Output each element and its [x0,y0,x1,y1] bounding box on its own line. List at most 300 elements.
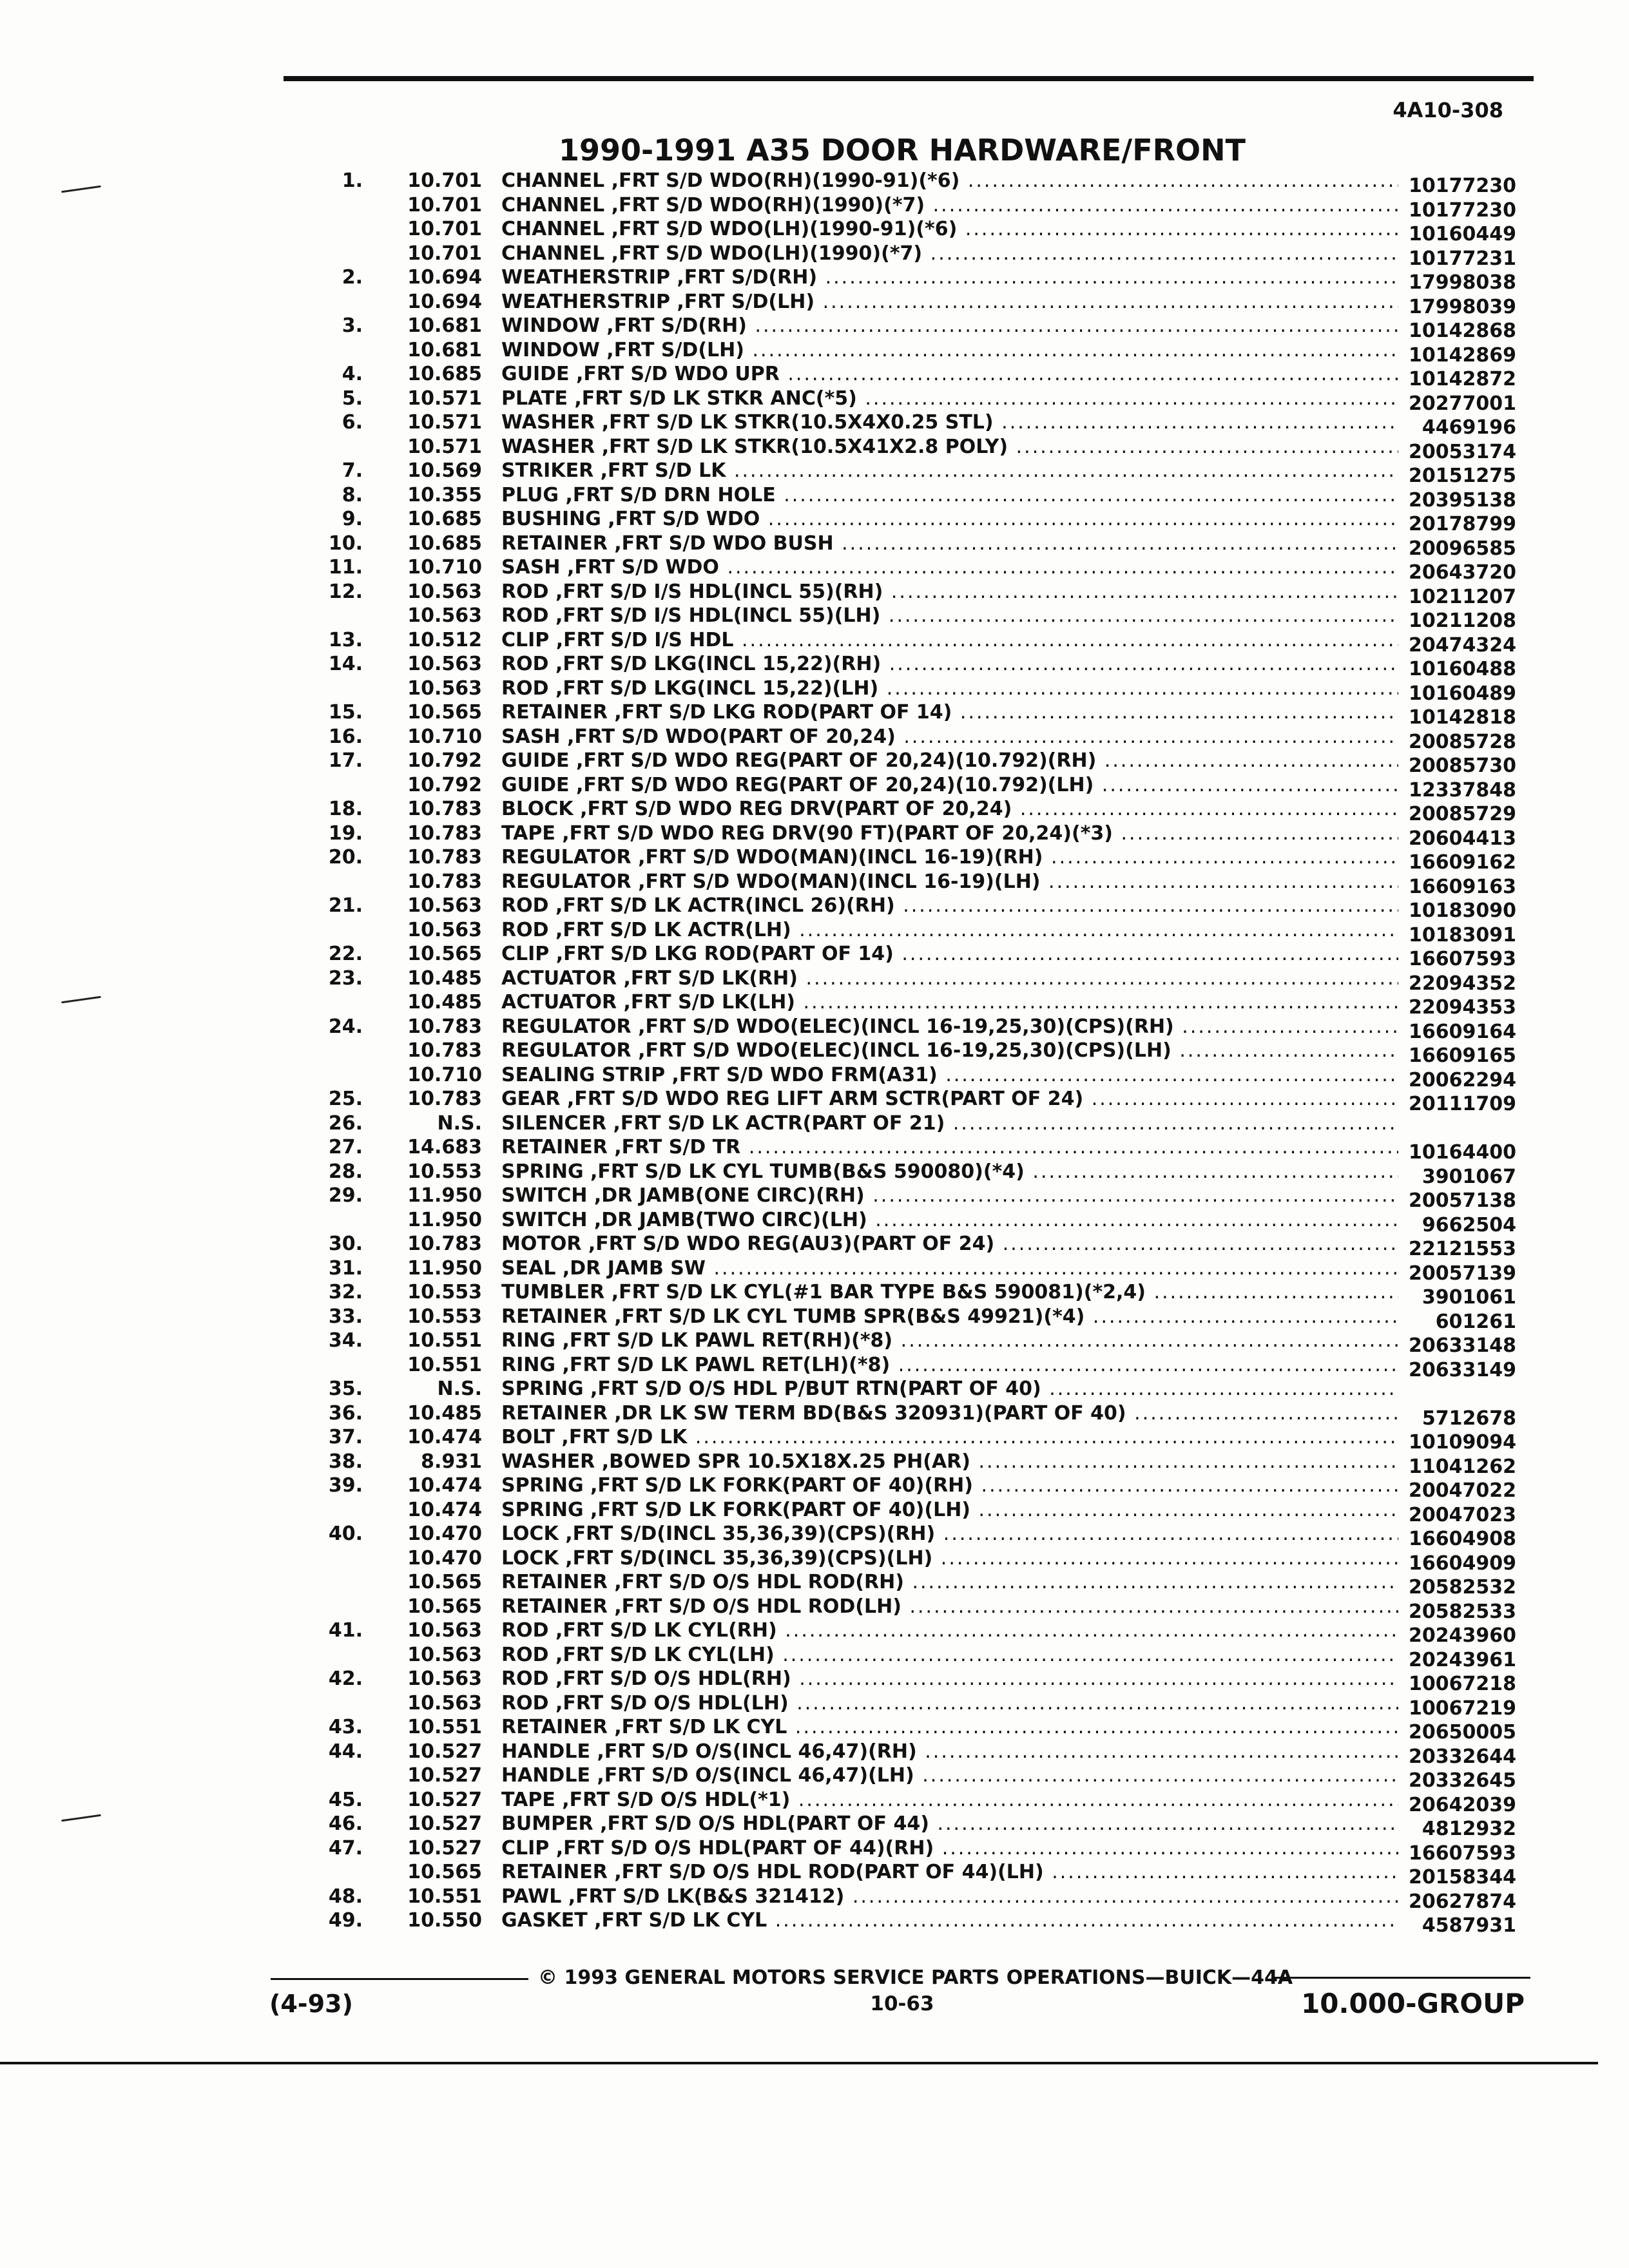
part-row [0,894,1629,922]
part-description: CLIP ,FRT S/D LKG ROD(PART OF 14) ..... [501,942,1398,966]
part-row [0,169,1629,197]
item-number: 19. [328,822,363,845]
part-row [0,507,1629,535]
reference-number: 10.681 [407,314,482,337]
part-description: WINDOW ,FRT S/D(RH) ..... [501,314,1398,338]
part-row [0,1691,1629,1720]
part-description: SWITCH ,DR JAMB(TWO CIRC)(LH) ..... [501,1208,1398,1233]
group-label: 10.000-GROUP [1301,1988,1525,2019]
reference-number: 10.474 [407,1474,482,1497]
item-number: 40. [328,1523,363,1545]
reference-number: 10.551 [407,1329,482,1352]
part-number: 20582533 [1409,1600,1516,1623]
part-row [0,1160,1629,1188]
part-number: 20633148 [1409,1334,1516,1357]
part-number: 20643720 [1409,561,1516,584]
part-number: 20096585 [1409,537,1516,560]
part-description: RETAINER ,FRT S/D O/S HDL ROD(RH) ..... [501,1570,1398,1595]
part-number: 20047022 [1409,1479,1516,1502]
part-row [0,290,1629,318]
part-description: WEATHERSTRIP ,FRT S/D(LH) ..... [501,290,1398,314]
part-row [0,1763,1629,1792]
part-row [0,1135,1629,1164]
item-number: 15. [328,701,363,724]
part-number: 10211208 [1409,610,1516,632]
reference-number: 10.563 [407,1619,482,1642]
reference-number: 10.563 [407,677,482,700]
reference-number: 10.553 [407,1281,482,1303]
part-number: 4812932 [1422,1818,1516,1840]
reference-number: 11.950 [407,1256,482,1280]
item-number: 7. [342,459,363,482]
reference-number: 10.685 [407,363,482,385]
reference-number: 10.783 [407,1233,482,1255]
part-description: LOCK ,FRT S/D(INCL 35,36,39)(CPS)(LH) ..... [501,1546,1398,1571]
part-row [0,1908,1629,1937]
part-number: 20085728 [1409,730,1516,753]
item-number: 49. [328,1909,363,1932]
part-number: 9662504 [1422,1213,1516,1236]
part-row [0,1570,1629,1599]
part-number: 20633149 [1409,1358,1516,1381]
item-number: 9. [342,508,363,530]
part-number: 10067218 [1409,1673,1516,1695]
item-number: 26. [328,1111,363,1135]
part-description: ROD ,FRT S/D LK ACTR(INCL 26)(RH) ..... [501,894,1398,918]
part-description: ROD ,FRT S/D LK CYL(RH) ..... [501,1619,1398,1643]
reference-number: 10.527 [407,1740,482,1763]
reference-number: 10.565 [407,701,482,724]
reference-number: 10.563 [407,918,482,941]
part-row [0,193,1629,222]
reference-number: 10.527 [407,1788,482,1811]
part-row [0,628,1629,657]
part-row [0,918,1629,947]
reference-number: 10.710 [407,725,482,748]
part-description: GASKET ,FRT S/D LK CYL ..... [501,1908,1398,1933]
reference-number: 10.783 [407,846,482,869]
part-description: RETAINER ,FRT S/D O/S HDL ROD(LH) ..... [501,1595,1398,1619]
footer-date: (4-93) [269,1990,353,2018]
item-number: 4. [342,363,363,385]
reference-number: 10.783 [407,822,482,845]
part-description: RETAINER ,FRT S/D WDO BUSH ..... [501,532,1398,556]
part-row [0,1353,1629,1381]
part-row [0,1667,1629,1695]
part-number: 20057139 [1409,1262,1516,1285]
part-number: 20047023 [1409,1503,1516,1526]
page-number: 10-63 [870,1992,934,2015]
reference-number: 10.701 [407,193,482,216]
part-description: TAPE ,FRT S/D O/S HDL(*1) ..... [501,1788,1398,1812]
part-description: TUMBLER ,FRT S/D LK CYL(#1 BAR TYPE B&S 590081)(*2,4) ..... [501,1280,1398,1305]
item-number: 25. [328,1088,363,1110]
part-description: STRIKER ,FRT S/D LK ..... [501,459,1398,483]
reference-number: 10.355 [407,483,482,506]
item-number: 5. [342,387,363,410]
item-number: 38. [328,1450,363,1473]
part-number: 16609165 [1409,1044,1516,1067]
part-number: 10142869 [1409,343,1516,367]
part-description: SPRING ,FRT S/D LK CYL TUMB(B&S 590080)(*4) ..... [501,1160,1398,1184]
reference-number: 10.485 [407,966,482,990]
reference-number: 14.683 [407,1136,482,1158]
part-number: 17998039 [1409,295,1516,318]
part-number: 20474324 [1409,633,1516,657]
reference-number: 10.563 [407,1691,482,1715]
reference-number: 10.565 [407,1595,482,1618]
reference-number: 10.470 [407,1523,482,1545]
part-number: 20111709 [1409,1093,1516,1115]
reference-number: 10.710 [407,556,482,579]
item-number: 17. [328,749,363,772]
part-description: SPRING ,FRT S/D LK FORK(PART OF 40)(LH) ..... [501,1498,1398,1523]
reference-number: 10.792 [407,749,482,772]
item-number: 11. [328,556,363,579]
part-row [0,1111,1629,1136]
item-number: 10. [328,532,363,555]
reference-number: 10.565 [407,1571,482,1593]
part-number: 16609164 [1409,1020,1516,1043]
part-row [0,1788,1629,1816]
item-number: 28. [328,1160,363,1183]
reference-number: 10.553 [407,1305,482,1328]
part-number: 20085729 [1409,803,1516,825]
item-number: 45. [328,1788,363,1811]
item-number: 30. [328,1233,363,1255]
reference-number: 10.571 [407,411,482,434]
part-row [0,870,1629,898]
part-number: 10142868 [1409,320,1516,342]
part-description: ROD ,FRT S/D LKG(INCL 15,22)(RH) ..... [501,652,1398,677]
page-code: 4A10-308 [1393,98,1503,122]
part-row [0,990,1629,1019]
reference-number: 10.527 [407,1764,482,1787]
part-number: 4587931 [1422,1914,1516,1937]
part-number: 10177231 [1409,247,1516,270]
part-description: PLUG ,FRT S/D DRN HOLE ..... [501,483,1398,508]
item-number: 29. [328,1184,363,1207]
part-description: ROD ,FRT S/D LK CYL(LH) ..... [501,1643,1398,1667]
part-description: LOCK ,FRT S/D(INCL 35,36,39)(CPS)(RH) ..... [501,1522,1398,1546]
reference-number: 10.512 [407,628,482,651]
part-row [0,1401,1629,1430]
part-description: RETAINER ,FRT S/D TR ..... [501,1135,1398,1160]
item-number: 42. [328,1667,363,1690]
reference-number: 10.681 [407,338,482,361]
part-number: 16609162 [1409,851,1516,874]
part-number: 20650005 [1409,1721,1516,1744]
part-row [0,265,1629,294]
part-number: 11041262 [1409,1455,1516,1478]
part-row [0,1522,1629,1550]
part-description: ROD ,FRT S/D LK ACTR(LH) ..... [501,918,1398,943]
footer-right-rule [1273,1977,1530,1979]
part-row [0,1208,1629,1236]
reference-number: 10.474 [407,1426,482,1448]
part-number: 3901061 [1422,1286,1516,1309]
part-number: 10183091 [1409,923,1516,947]
part-row [0,604,1629,632]
part-row [0,773,1629,802]
reference-number: 10.569 [407,459,482,482]
item-number: 48. [328,1885,363,1908]
part-row [0,555,1629,584]
part-row [0,1546,1629,1575]
part-row [0,1860,1629,1888]
part-row [0,459,1629,487]
part-row [0,652,1629,680]
part-number: 10160488 [1409,658,1516,680]
part-number: 4469196 [1422,416,1516,439]
reference-number: 10.551 [407,1716,482,1738]
part-description: RETAINER ,DR LK SW TERM BD(B&S 320931)(PART OF 40) ..... [501,1401,1398,1426]
item-number: 13. [328,628,363,651]
part-description: SPRING ,FRT S/D O/S HDL P/BUT RTN(PART OF 40) ..... [501,1377,1398,1401]
part-description: REGULATOR ,FRT S/D WDO(ELEC)(INCL 16-19,25,30)(CPS)(LH) ..... [501,1039,1398,1063]
part-description: REGULATOR ,FRT S/D WDO(ELEC)(INCL 16-19,25,30)(CPS)(RH) ..... [501,1015,1398,1039]
reference-number: 10.563 [407,580,482,603]
item-number: 47. [328,1836,363,1860]
reference-number: 10.783 [407,1039,482,1062]
part-row [0,314,1629,342]
part-description: CLIP ,FRT S/D O/S HDL(PART OF 44)(RH) ..... [501,1836,1398,1861]
part-number: 20627874 [1409,1890,1516,1913]
item-number: 18. [328,798,363,820]
part-row [0,1450,1629,1478]
part-row [0,1232,1629,1260]
part-row [0,1885,1629,1913]
part-description: RETAINER ,FRT S/D LK CYL ..... [501,1715,1398,1740]
reference-number: 10.685 [407,532,482,555]
item-number: 2. [342,266,363,289]
part-number: 20178799 [1409,513,1516,535]
part-number: 16607593 [1409,948,1516,970]
part-description: CHANNEL ,FRT S/D WDO(RH)(1990-91)(*6) ..... [501,169,1398,193]
part-row [0,1063,1629,1091]
part-description: WINDOW ,FRT S/D(LH) ..... [501,338,1398,363]
reference-number: 10.485 [407,991,482,1014]
part-number: 20604413 [1409,827,1516,850]
part-description: GEAR ,FRT S/D WDO REG LIFT ARM SCTR(PART OF 24) ..... [501,1087,1398,1111]
reference-number: 10.527 [407,1836,482,1860]
part-number: 10183090 [1409,899,1516,922]
part-description: ROD ,FRT S/D I/S HDL(INCL 55)(RH) ..... [501,580,1398,604]
part-row [0,362,1629,390]
part-description: BOLT ,FRT S/D LK ..... [501,1425,1398,1450]
part-number: 20642039 [1409,1793,1516,1816]
reference-number: N.S. [437,1378,482,1400]
item-number: 32. [328,1281,363,1303]
item-number: 22. [328,943,363,965]
part-number: 20057138 [1409,1189,1516,1212]
part-number: 20243960 [1409,1624,1516,1647]
part-number: 17998038 [1409,271,1516,294]
part-description: SEALING STRIP ,FRT S/D WDO FRM(A31) ..... [501,1063,1398,1088]
part-number: 20277001 [1409,392,1516,415]
part-description: SILENCER ,FRT S/D LK ACTR(PART OF 21) ..... [501,1111,1398,1136]
reference-number: 10.527 [407,1812,482,1835]
part-number: 12337848 [1409,778,1516,802]
reference-number: 10.485 [407,1401,482,1425]
part-row [0,1643,1629,1671]
item-number: 44. [328,1740,363,1763]
part-description: WASHER ,FRT S/D LK STKR(10.5X4X0.25 STL) ..... [501,410,1398,435]
part-description: CLIP ,FRT S/D I/S HDL ..... [501,628,1398,653]
part-number: 20158344 [1409,1866,1516,1888]
part-description: ACTUATOR ,FRT S/D LK(LH) ..... [501,990,1398,1015]
part-row [0,1377,1629,1401]
part-row [0,242,1629,270]
part-description: BUMPER ,FRT S/D O/S HDL(PART OF 44) ..... [501,1812,1398,1836]
part-row [0,1280,1629,1309]
part-row [0,966,1629,995]
part-number: 10067219 [1409,1696,1516,1720]
reference-number: 11.950 [407,1184,482,1207]
part-row [0,1256,1629,1285]
part-row [0,435,1629,463]
part-description: GUIDE ,FRT S/D WDO REG(PART OF 20,24)(10.792)(LH) ..... [501,773,1398,798]
part-description: SEAL ,DR JAMB SW ..... [501,1256,1398,1281]
part-row [0,749,1629,777]
reference-number: 10.783 [407,1088,482,1110]
part-number: 10177230 [1409,175,1516,197]
part-number: 5712678 [1422,1407,1516,1430]
reference-number: 10.783 [407,870,482,893]
part-description: GUIDE ,FRT S/D WDO REG(PART OF 20,24)(10.792)(RH) ..... [501,749,1398,773]
part-row [0,217,1629,245]
part-row [0,725,1629,753]
part-description: REGULATOR ,FRT S/D WDO(MAN)(INCL 16-19)(RH) ..... [501,845,1398,870]
reference-number: 10.571 [407,387,482,410]
item-number: 41. [328,1619,363,1642]
part-row [0,1836,1629,1865]
item-number: 43. [328,1716,363,1738]
part-description: BLOCK ,FRT S/D WDO REG DRV(PART OF 20,24) ..... [501,797,1398,822]
reference-number: 10.685 [407,508,482,530]
page-title: 1990-1991 A35 DOOR HARDWARE/FRONT [558,133,1246,168]
part-description: ROD ,FRT S/D O/S HDL(LH) ..... [501,1691,1398,1716]
reference-number: 11.950 [407,1208,482,1231]
part-number: 10142818 [1409,706,1516,729]
part-number: 16607593 [1409,1841,1516,1865]
part-number: 20332644 [1409,1745,1516,1768]
top-rule [284,76,1534,81]
part-description: ROD ,FRT S/D O/S HDL(RH) ..... [501,1667,1398,1691]
part-description: RETAINER ,FRT S/D O/S HDL ROD(PART OF 44)(LH) ..... [501,1860,1398,1885]
part-number: 20332645 [1409,1769,1516,1792]
part-row [0,1305,1629,1333]
part-row [0,1015,1629,1043]
part-row [0,1184,1629,1212]
item-number: 12. [328,580,363,603]
part-description: PAWL ,FRT S/D LK(B&S 321412) ..... [501,1885,1398,1909]
reference-number: 10.701 [407,169,482,192]
reference-number: 10.783 [407,798,482,820]
part-row [0,1595,1629,1623]
item-number: 37. [328,1426,363,1448]
parts-list [0,169,1629,1937]
part-number: 20582532 [1409,1576,1516,1599]
reference-number: 10.474 [407,1498,482,1521]
part-row [0,580,1629,608]
item-number: 8. [342,483,363,506]
part-number: 16609163 [1409,875,1516,898]
reference-number: 10.694 [407,266,482,289]
part-description: WASHER ,FRT S/D LK STKR(10.5X41X2.8 POLY) ..... [501,435,1398,459]
part-row [0,1474,1629,1502]
part-row [0,338,1629,367]
part-description: WEATHERSTRIP ,FRT S/D(RH) ..... [501,265,1398,290]
part-description: SPRING ,FRT S/D LK FORK(PART OF 40)(RH) ..... [501,1474,1398,1498]
reference-number: 10.551 [407,1885,482,1908]
reference-number: N.S. [437,1111,482,1135]
reference-number: 10.563 [407,1643,482,1666]
part-number: 20243961 [1409,1648,1516,1671]
part-description: WASHER ,BOWED SPR 10.5X18X.25 PH(AR) ..... [501,1450,1398,1474]
part-row [0,1715,1629,1744]
part-number: 22094352 [1409,972,1516,995]
part-row [0,822,1629,850]
part-number: 16604908 [1409,1528,1516,1550]
part-row [0,797,1629,825]
item-number: 3. [342,314,363,337]
part-number: 16604909 [1409,1552,1516,1575]
reference-number: 10.701 [407,242,482,265]
item-number: 35. [328,1378,363,1400]
item-number: 1. [342,169,363,192]
item-number: 23. [328,966,363,990]
part-number: 22094353 [1409,996,1516,1019]
part-description: BUSHING ,FRT S/D WDO ..... [501,507,1398,532]
part-row [0,1812,1629,1840]
part-number: 20085730 [1409,754,1516,777]
part-description: ROD ,FRT S/D I/S HDL(INCL 55)(LH) ..... [501,604,1398,628]
part-number: 20151275 [1409,465,1516,487]
item-number: 16. [328,725,363,748]
part-row [0,1087,1629,1115]
part-description: CHANNEL ,FRT S/D WDO(LH)(1990-91)(*6) ..... [501,217,1398,242]
part-row [0,1329,1629,1357]
part-description: HANDLE ,FRT S/D O/S(INCL 46,47)(RH) ..... [501,1740,1398,1764]
part-description: ROD ,FRT S/D LKG(INCL 15,22)(LH) ..... [501,677,1398,701]
part-number: 10164400 [1409,1141,1516,1164]
part-description: CHANNEL ,FRT S/D WDO(LH)(1990)(*7) ..... [501,242,1398,266]
part-number: 22121553 [1409,1238,1516,1260]
part-number: 3901067 [1422,1165,1516,1188]
part-row [0,700,1629,729]
item-number: 34. [328,1329,363,1352]
item-number: 20. [328,846,363,869]
bottom-rule [0,2062,1598,2064]
part-number: 20062294 [1409,1068,1516,1091]
reference-number: 10.701 [407,218,482,240]
part-description: GUIDE ,FRT S/D WDO UPR ..... [501,362,1398,387]
item-number: 33. [328,1305,363,1328]
part-number: 10160489 [1409,682,1516,705]
part-description: RETAINER ,FRT S/D LK CYL TUMB SPR(B&S 49921)(*4) ..... [501,1305,1398,1329]
part-row [0,1498,1629,1526]
reference-number: 10.550 [407,1909,482,1932]
part-number: 601261 [1435,1310,1516,1333]
part-description: PLATE ,FRT S/D LK STKR ANC(*5) ..... [501,387,1398,411]
reference-number: 10.792 [407,773,482,796]
part-row [0,387,1629,415]
item-number: 27. [328,1136,363,1158]
part-description: REGULATOR ,FRT S/D WDO(MAN)(INCL 16-19)(LH) ..... [501,870,1398,894]
part-row [0,677,1629,705]
reference-number: 10.563 [407,653,482,675]
